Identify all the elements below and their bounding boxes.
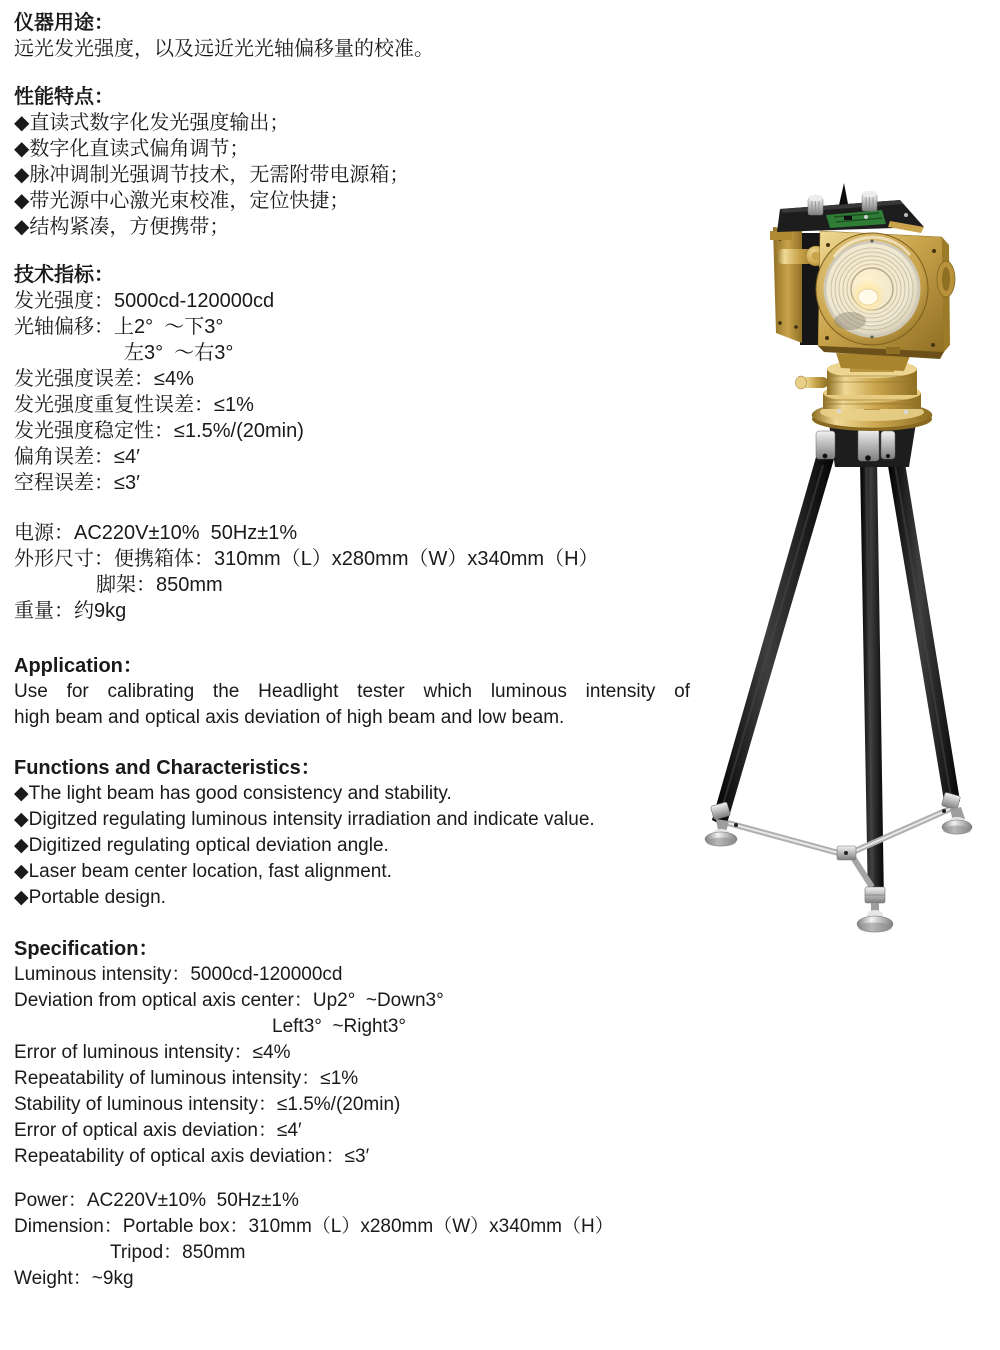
en-tripod-line: Tripod：850mm: [110, 1242, 246, 1263]
tripod-braces: [728, 808, 952, 887]
cn-spec-line: 空程误差：≤3′: [14, 472, 140, 494]
cn-specs-heading: 技术指标：: [14, 264, 114, 286]
bulb: [858, 289, 878, 305]
cn-spec-line: 偏角误差：≤4′: [14, 446, 140, 468]
en-spec-line: Error of optical axis deviation：≤4′: [14, 1120, 302, 1141]
cn-feature-item: ◆数字化直读式偏角调节；: [14, 138, 250, 160]
cn-spec-line: 发光强度：5000cd-120000cd: [14, 290, 275, 312]
en-application-heading: Application：: [14, 655, 143, 677]
side-wheel: [937, 261, 955, 297]
base-assembly: [796, 353, 933, 431]
cn-weight-line: 重量：约9kg: [14, 600, 127, 622]
cn-application-body: 远光发光强度，以及远近光光轴偏移量的校准。: [14, 38, 434, 60]
en-application-body-line2: high beam and optical axis deviation of high beam and low beam.: [14, 707, 565, 728]
en-feature-item: ◆The light beam has good consistency and stability.: [14, 783, 452, 804]
side-handle: [776, 246, 826, 266]
en-weight-line: Weight：~9kg: [14, 1268, 134, 1289]
tripod-leg-left: [712, 457, 834, 827]
en-application-body-line1: Use for calibrating the Headlight tester which luminous intensity of: [14, 681, 690, 702]
cn-dimension-line: 外形尺寸：便携箱体：310mm（L）x280mm（W）x340mm（H）: [14, 548, 599, 570]
en-specs-heading: Specification：: [14, 938, 159, 960]
cn-feature-item: ◆结构紧凑，方便携带；: [14, 216, 230, 238]
tripod-foot-center: [857, 887, 893, 933]
en-spec-line: Deviation from optical axis center：Up2° ~Down3°: [14, 990, 444, 1011]
adjustment-knob-left: [808, 195, 823, 215]
tripod: [705, 423, 972, 933]
pointer-spike: [839, 183, 848, 205]
en-spec-line: Repeatability of luminous intensity：≤1%: [14, 1068, 359, 1089]
en-feature-item: ◆Portable design.: [14, 887, 166, 908]
cn-feature-item: ◆脉冲调制光强调节技术，无需附带电源箱；: [14, 164, 410, 186]
cn-tripod-line: 脚架：850mm: [96, 574, 223, 596]
en-feature-item: ◆Digitzed regulating luminous intensity irradiation and indicate value.: [14, 809, 595, 830]
en-feature-item: ◆Digitized regulating optical deviation angle.: [14, 835, 389, 856]
base-adjust-knob: [796, 376, 829, 389]
cn-application-heading: 仪器用途：: [14, 12, 114, 34]
cn-spec-line: 发光强度稳定性：≤1.5%/(20min): [14, 420, 304, 442]
top-plate: [777, 183, 924, 233]
cn-spec-line: 发光强度重复性误差：≤1%: [14, 394, 254, 416]
cn-power-line: 电源：AC220V±10% 50Hz±1%: [14, 522, 298, 544]
cn-features-heading: 性能特点：: [14, 86, 114, 108]
cn-spec-line: 左3° ～右3°: [124, 342, 234, 364]
en-spec-line: Error of luminous intensity：≤4%: [14, 1042, 291, 1063]
text-column: [14, 10, 690, 1292]
en-spec-line: Left3° ~Right3°: [272, 1016, 407, 1037]
lamp-head: [770, 183, 955, 359]
cn-spec-line: 光轴偏移：上2° ～下3°: [14, 316, 224, 338]
cn-spec-line: 发光强度误差：≤4%: [14, 368, 194, 390]
en-power-line: Power：AC220V±10% 50Hz±1%: [14, 1190, 299, 1211]
product-photo: [676, 175, 1000, 985]
headlight-lens: [816, 233, 928, 345]
en-features-heading: Functions and Characteristics：: [14, 757, 321, 779]
en-dimension-line: Dimension：Portable box：310mm（L）x280mm（W）x340mm（H）: [14, 1216, 614, 1237]
en-spec-line: Stability of luminous intensity：≤1.5%/(20min): [14, 1094, 401, 1115]
cn-feature-item: ◆直读式数字化发光强度输出；: [14, 112, 290, 134]
yoke-plate: [773, 227, 802, 343]
en-feature-item: ◆Laser beam center location, fast alignment.: [14, 861, 392, 882]
en-spec-line: Repeatability of optical axis deviation：≤3′: [14, 1146, 370, 1167]
adjustment-knob-right: [862, 191, 877, 211]
cn-feature-item: ◆带光源中心激光束校准，定位快捷；: [14, 190, 350, 212]
en-spec-line: Luminous intensity：5000cd-120000cd: [14, 964, 343, 985]
tripod-leg-right: [887, 457, 960, 807]
